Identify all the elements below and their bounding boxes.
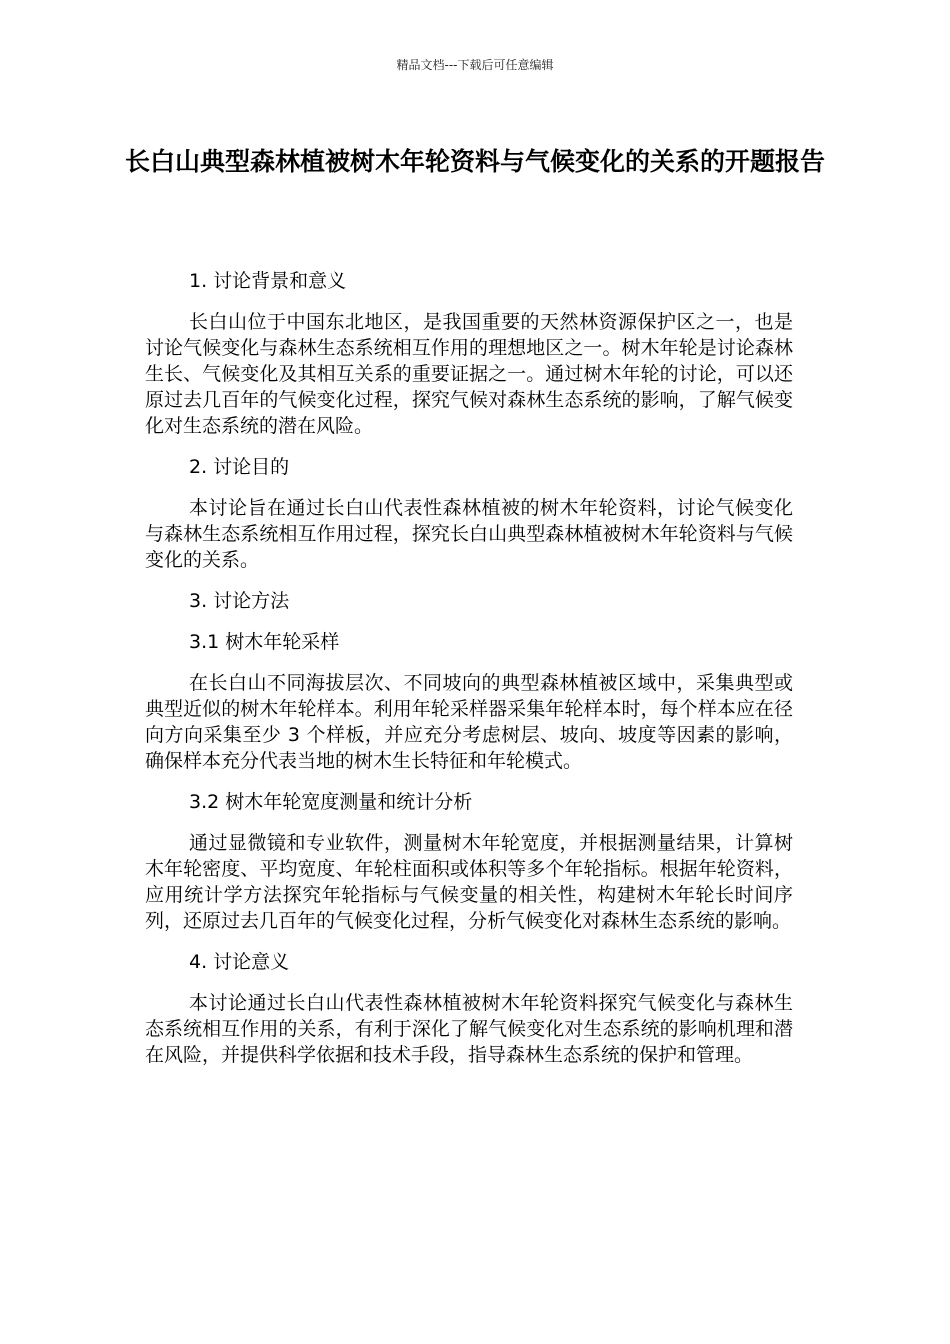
paragraph-significance: 本讨论通过长白山代表性森林植被树木年轮资料探究气候变化与森林生态系统相互作用的关系，有利于深化了解气候变化对生态系统的影响机理和潜在风险，并提供科学依据和技术手段，指导森林生态系统的保护和管理。 [145,992,793,1066]
paragraph-measurement: 通过显微镜和专业软件，测量树木年轮宽度，并根据测量结果，计算树木年轮密度、平均宽度、年轮柱面积或体积等多个年轮指标。根据年轮资料，应用统计学方法探究年轮指标与气候变量的相关性，构建树木年轮长时间序列，还原过去几百年的气候变化过程，分析气候变化对森林生态系统的影响。 [145,832,793,932]
subsection-heading-measurement: 3.2 树木年轮宽度测量和统计分析 [189,791,473,813]
header-note: 精品文档---下载后可任意编辑 [396,58,554,72]
section-heading-methods: 3. 讨论方法 [189,590,290,612]
section-heading-purpose: 2. 讨论目的 [189,456,290,478]
section-heading-background: 1. 讨论背景和意义 [189,270,347,292]
document-title: 长白山典型森林植被树木年轮资料与气候变化的关系的开题报告 [124,147,825,176]
section-heading-significance: 4. 讨论意义 [189,951,290,973]
paragraph-sampling: 在长白山不同海拔层次、不同坡向的典型森林植被区域中，采集典型或典型近似的树木年轮样本。利用年轮采样器采集年轮样本时，每个样本应在径向方向采集至少 3 个样板，并应充分考虑树层、坡向、坡度等因素的影响，确保样本充分代表当地的树木生长特征和年轮模式。 [145,672,793,772]
paragraph-background: 长白山位于中国东北地区，是我国重要的天然林资源保护区之一，也是讨论气候变化与森林生态系统相互作用的理想地区之一。树木年轮是讨论森林生长、气候变化及其相互关系的重要证据之一。通过树木年轮的讨论，可以还原过去几百年的气候变化过程，探究气候对森林生态系统的影响，了解气候变化对生态系统的潜在风险。 [145,311,793,437]
document-body [145,268,793,1083]
paragraph-purpose: 本讨论旨在通过长白山代表性森林植被的树木年轮资料，讨论气候变化与森林生态系统相互作用过程，探究长白山典型森林植被树木年轮资料与气候变化的关系。 [145,497,793,571]
subsection-heading-sampling: 3.1 树木年轮采样 [189,631,340,653]
